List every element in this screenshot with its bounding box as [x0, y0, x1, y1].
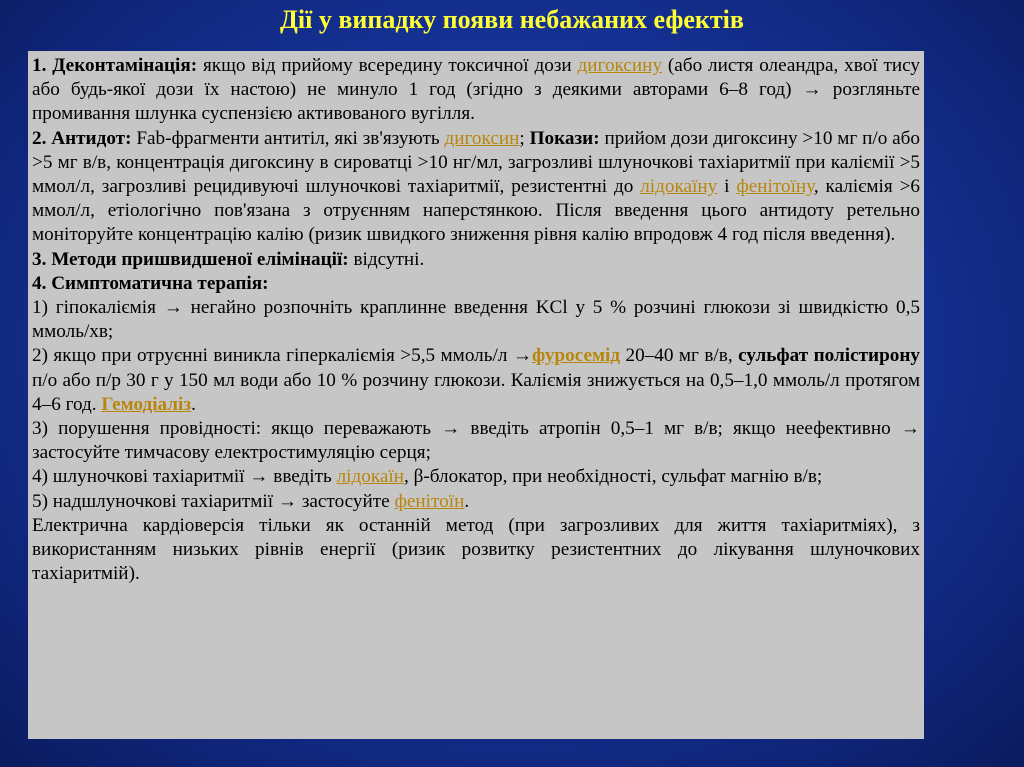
list-item: 3) порушення провідності: якщо переважають → введіть атропін 0,5–1 мг в/в; якщо неефективно → застосуйте тимчасову електростимуляцію серця;: [32, 418, 920, 464]
section-decontamination: 1. Деконтамінація: якщо від прийому всередину токсичної дози дигоксину (або листя олеандра, хвої тису або будь-якої дози їх настою) не минуло 1 год (згідно з деякими авторами 6–8 год) → розгляньте промивання шлунка суспензією активованого вугілля.: [32, 55, 920, 125]
link-furosemide[interactable]: фуросемід: [532, 345, 621, 367]
section-antidote: 2. Антидот: Fab-фрагменти антитіл, які зв'язують дигоксин; Покази: прийом дози дигоксину >10 мг п/о або >5 мг в/в, концентрація дигоксину в сироватці >10 нг/мл, загрозливі шлуночкові тахіаритмії при каліємії >5 ммол/л, загрозливі рецидивуючі шлуночкові тахіаритмії, резистентні до лідокаїну і фенітоїну, каліємія >6 ммол/л, етіологічно пов'язана з отруєнням наперстянкою. Після введення цього антидоту ретельно моніторуйте концентрацію калію (ризик швидкого зниження рівня калію впродовж 4 год після введення).: [32, 127, 920, 246]
section-heading: 4. Симптоматична терапія:: [32, 272, 269, 294]
link-phenytoin[interactable]: фенітоїну: [736, 176, 814, 198]
slide-title: Дії у випадку появи небажаних ефектів: [280, 5, 744, 34]
list-item: 1) гіпокаліємія → негайно розпочніть краплинне введення KCl у 5 % розчині глюкози зі швидкістю 0,5 ммоль/хв;: [32, 297, 920, 343]
content-panel: [28, 51, 924, 739]
section-elimination: 3. Методи пришвидшеної елімінації: відсутні.: [32, 248, 425, 270]
list-item: 5) надшлуночкові тахіаритмії → застосуйте фенітоїн.: [32, 490, 470, 512]
indications-heading: Покази:: [529, 127, 600, 149]
section-heading: 2. Антидот:: [32, 127, 132, 149]
final-note: Електрична кардіоверсія тільки як останній метод (при загрозливих для життя тахіаритміях), з використанням низьких рівнів енергії (ризик розвитку резистентних до лікування шлуночкових тахіаритмій).: [32, 514, 920, 585]
bold-term: сульфат полістирону: [738, 345, 920, 367]
link-lidocaine[interactable]: лідокаїну: [640, 176, 718, 198]
list-item: 2) якщо при отруєнні виникла гіперкаліємія >5,5 ммоль/л →фуросемід 20–40 мг в/в, сульфат полістирону п/о або п/р 30 г у 150 мл води або 10 % розчину глюкози. Каліємія знижується на 0,5–1,0 ммоль/л протягом 4–6 год. Гемодіаліз.: [32, 345, 920, 415]
section-symptomatic: [32, 272, 920, 296]
link-phenytoin[interactable]: фенітоїн: [394, 490, 465, 512]
link-hemodialysis[interactable]: Гемодіаліз: [101, 393, 192, 415]
link-digoxin[interactable]: дигоксин: [444, 127, 520, 149]
list-item: 4) шлуночкові тахіаритмії → введіть лідокаїн, β-блокатор, при необхідності, сульфат магнію в/в;: [32, 466, 823, 488]
link-digoxin[interactable]: дигоксину: [577, 55, 663, 76]
section-heading: 1. Деконтамінація:: [32, 55, 198, 76]
section-heading: 3. Методи пришвидшеної елімінації:: [32, 248, 349, 270]
link-lidocaine[interactable]: лідокаїн: [336, 466, 404, 488]
